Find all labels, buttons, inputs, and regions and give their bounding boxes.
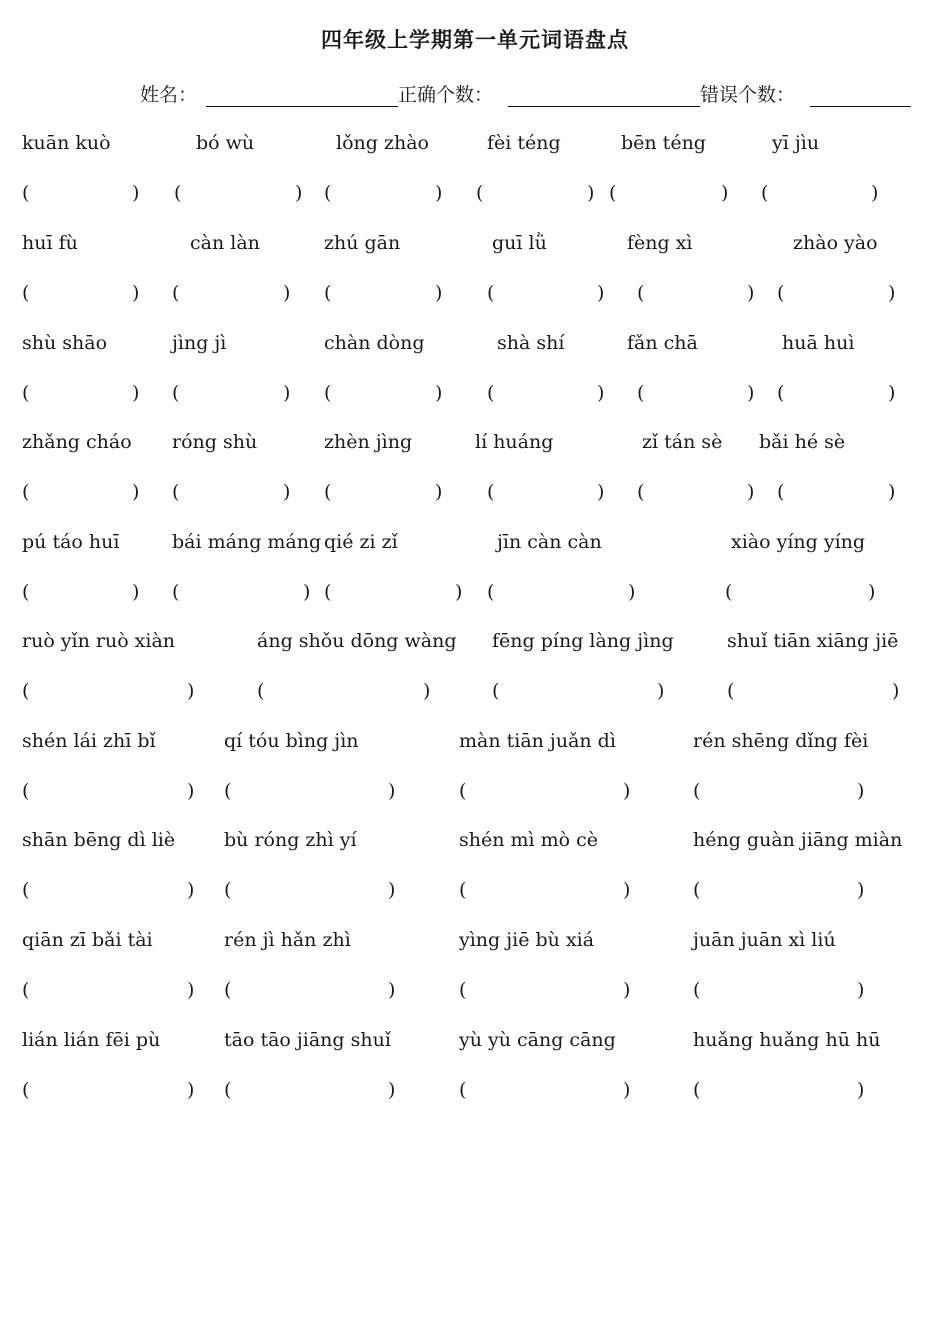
pinyin-word: zhú gān <box>324 232 401 254</box>
pinyin-row-5 <box>0 531 950 561</box>
close-paren: ) <box>747 382 755 404</box>
close-paren: ) <box>435 182 443 204</box>
pinyin-row-4 <box>0 431 950 461</box>
close-paren: ) <box>187 979 195 1001</box>
correct-count-blank[interactable] <box>508 106 700 107</box>
close-paren: ) <box>857 780 865 802</box>
close-paren: ) <box>283 481 291 503</box>
pinyin-word: shān bēng dì liè <box>22 829 176 851</box>
close-paren: ) <box>597 481 605 503</box>
close-paren: ) <box>587 182 595 204</box>
open-paren: ( <box>487 282 495 304</box>
pinyin-word: chàn dòng <box>324 332 425 354</box>
close-paren: ) <box>435 282 443 304</box>
open-paren: ( <box>174 182 182 204</box>
student-info-row <box>0 80 950 110</box>
close-paren: ) <box>871 182 879 204</box>
pinyin-word: qié zi zǐ <box>324 531 398 553</box>
close-paren: ) <box>623 979 631 1001</box>
open-paren: ( <box>637 282 645 304</box>
close-paren: ) <box>435 481 443 503</box>
close-paren: ) <box>388 780 396 802</box>
pinyin-word: bó wù <box>196 132 255 154</box>
pinyin-word: fǎn chā <box>627 332 698 354</box>
open-paren: ( <box>487 382 495 404</box>
pinyin-word: huǎng huǎng hū hū <box>693 1029 881 1051</box>
close-paren: ) <box>388 879 396 901</box>
pinyin-word: qí tóu bìng jìn <box>224 730 359 752</box>
open-paren: ( <box>609 182 617 204</box>
close-paren: ) <box>455 581 463 603</box>
pinyin-word: shà shí <box>497 332 565 354</box>
pinyin-word: huā huì <box>782 332 855 354</box>
pinyin-word: bái máng máng <box>172 531 322 553</box>
open-paren: ( <box>224 780 232 802</box>
pinyin-word: yìng jiē bù xiá <box>459 929 595 951</box>
open-paren: ( <box>492 680 500 702</box>
close-paren: ) <box>132 481 140 503</box>
close-paren: ) <box>423 680 431 702</box>
pinyin-word: huī fù <box>22 232 78 254</box>
open-paren: ( <box>693 780 701 802</box>
pinyin-word: jìng jì <box>172 332 227 354</box>
pinyin-row-6 <box>0 630 950 660</box>
open-paren: ( <box>224 879 232 901</box>
open-paren: ( <box>22 581 30 603</box>
answer-row-4 <box>0 481 950 511</box>
open-paren: ( <box>693 879 701 901</box>
pinyin-word: yù yù cāng cāng <box>459 1029 616 1051</box>
open-paren: ( <box>459 879 467 901</box>
open-paren: ( <box>22 680 30 702</box>
pinyin-word: áng shǒu dōng wàng <box>257 630 457 652</box>
wrong-count-blank[interactable] <box>810 106 911 107</box>
open-paren: ( <box>324 481 332 503</box>
pinyin-row-1 <box>0 132 950 162</box>
open-paren: ( <box>224 1079 232 1101</box>
open-paren: ( <box>172 481 180 503</box>
pinyin-row-8 <box>0 829 950 859</box>
close-paren: ) <box>623 879 631 901</box>
pinyin-word: ruò yǐn ruò xiàn <box>22 630 176 652</box>
pinyin-row-7 <box>0 730 950 760</box>
answer-row-5 <box>0 581 950 611</box>
pinyin-word: bǎi hé sè <box>759 431 846 453</box>
close-paren: ) <box>187 680 195 702</box>
pinyin-word: héng guàn jiāng miàn <box>693 829 903 851</box>
open-paren: ( <box>257 680 265 702</box>
close-paren: ) <box>597 382 605 404</box>
close-paren: ) <box>388 1079 396 1101</box>
close-paren: ) <box>628 581 636 603</box>
close-paren: ) <box>623 1079 631 1101</box>
open-paren: ( <box>777 382 785 404</box>
close-paren: ) <box>657 680 665 702</box>
close-paren: ) <box>888 382 896 404</box>
pinyin-word: bēn téng <box>621 132 706 154</box>
close-paren: ) <box>888 282 896 304</box>
pinyin-word: rén shēng dǐng fèi <box>693 730 869 752</box>
open-paren: ( <box>637 481 645 503</box>
open-paren: ( <box>22 182 30 204</box>
close-paren: ) <box>132 382 140 404</box>
pinyin-word: juān juān xì liú <box>693 929 836 951</box>
pinyin-word: zhèn jìng <box>324 431 413 453</box>
close-paren: ) <box>283 282 291 304</box>
open-paren: ( <box>324 182 332 204</box>
pinyin-word: lǒng zhào <box>336 132 429 154</box>
pinyin-word: lí huáng <box>475 431 554 453</box>
answer-row-8 <box>0 879 950 909</box>
open-paren: ( <box>459 780 467 802</box>
open-paren: ( <box>22 879 30 901</box>
open-paren: ( <box>324 581 332 603</box>
answer-row-7 <box>0 780 950 810</box>
pinyin-word: yī jìu <box>772 132 820 154</box>
close-paren: ) <box>888 481 896 503</box>
pinyin-word: rén jì hǎn zhì <box>224 929 351 951</box>
close-paren: ) <box>857 979 865 1001</box>
open-paren: ( <box>693 1079 701 1101</box>
open-paren: ( <box>22 282 30 304</box>
close-paren: ) <box>187 879 195 901</box>
pinyin-word: zǐ tán sè <box>642 431 723 453</box>
close-paren: ) <box>597 282 605 304</box>
answer-row-6 <box>0 680 950 710</box>
correct-count-label: 正确个数： <box>398 84 494 106</box>
pinyin-word: qiān zī bǎi tài <box>22 929 153 951</box>
open-paren: ( <box>487 581 495 603</box>
close-paren: ) <box>187 1079 195 1101</box>
pinyin-word: fèi téng <box>487 132 561 154</box>
close-paren: ) <box>892 680 900 702</box>
pinyin-word: jīn càn càn <box>497 531 602 553</box>
name-blank[interactable] <box>206 106 398 107</box>
open-paren: ( <box>324 282 332 304</box>
open-paren: ( <box>693 979 701 1001</box>
close-paren: ) <box>187 780 195 802</box>
close-paren: ) <box>435 382 443 404</box>
open-paren: ( <box>459 979 467 1001</box>
close-paren: ) <box>388 979 396 1001</box>
close-paren: ) <box>295 182 303 204</box>
open-paren: ( <box>637 382 645 404</box>
pinyin-word: fèng xì <box>627 232 693 254</box>
pinyin-word: shuǐ tiān xiāng jiē <box>727 630 899 652</box>
open-paren: ( <box>727 680 735 702</box>
open-paren: ( <box>476 182 484 204</box>
open-paren: ( <box>777 481 785 503</box>
pinyin-row-3 <box>0 332 950 362</box>
pinyin-word: càn làn <box>190 232 260 254</box>
open-paren: ( <box>22 780 30 802</box>
pinyin-word: zhào yào <box>793 232 878 254</box>
close-paren: ) <box>857 1079 865 1101</box>
close-paren: ) <box>747 282 755 304</box>
pinyin-word: kuān kuò <box>22 132 111 154</box>
close-paren: ) <box>721 182 729 204</box>
pinyin-word: shén lái zhī bǐ <box>22 730 156 752</box>
open-paren: ( <box>172 382 180 404</box>
open-paren: ( <box>324 382 332 404</box>
open-paren: ( <box>22 481 30 503</box>
pinyin-word: màn tiān juǎn dì <box>459 730 616 752</box>
answer-row-2 <box>0 282 950 312</box>
answer-row-10 <box>0 1079 950 1109</box>
close-paren: ) <box>132 581 140 603</box>
pinyin-word: zhǎng cháo <box>22 431 132 453</box>
name-label: 姓名： <box>140 84 198 106</box>
pinyin-word: pú táo huī <box>22 531 120 553</box>
pinyin-row-9 <box>0 929 950 959</box>
pinyin-word: fēng píng làng jìng <box>492 630 674 652</box>
open-paren: ( <box>22 979 30 1001</box>
pinyin-word: tāo tāo jiāng shuǐ <box>224 1029 391 1051</box>
close-paren: ) <box>303 581 311 603</box>
open-paren: ( <box>725 581 733 603</box>
pinyin-row-10 <box>0 1029 950 1059</box>
close-paren: ) <box>868 581 876 603</box>
close-paren: ) <box>747 481 755 503</box>
answer-row-3 <box>0 382 950 412</box>
pinyin-word: shù shāo <box>22 332 108 354</box>
pinyin-word: róng shù <box>172 431 258 453</box>
pinyin-word: xiào yíng yíng <box>731 531 866 553</box>
pinyin-word: bù róng zhì yí <box>224 829 357 851</box>
open-paren: ( <box>224 979 232 1001</box>
open-paren: ( <box>172 581 180 603</box>
open-paren: ( <box>22 382 30 404</box>
pinyin-word: guī lǜ <box>492 232 547 254</box>
pinyin-row-2 <box>0 232 950 262</box>
open-paren: ( <box>172 282 180 304</box>
open-paren: ( <box>777 282 785 304</box>
open-paren: ( <box>22 1079 30 1101</box>
answer-row-1 <box>0 182 950 212</box>
wrong-count-label: 错误个数： <box>700 84 796 106</box>
open-paren: ( <box>459 1079 467 1101</box>
answer-row-9 <box>0 979 950 1009</box>
pinyin-word: shén mì mò cè <box>459 829 599 851</box>
close-paren: ) <box>132 282 140 304</box>
pinyin-word: lián lián fēi pù <box>22 1029 161 1051</box>
close-paren: ) <box>132 182 140 204</box>
close-paren: ) <box>857 879 865 901</box>
open-paren: ( <box>487 481 495 503</box>
open-paren: ( <box>761 182 769 204</box>
close-paren: ) <box>283 382 291 404</box>
page-title: 四年级上学期第一单元词语盘点 <box>321 28 629 52</box>
close-paren: ) <box>623 780 631 802</box>
